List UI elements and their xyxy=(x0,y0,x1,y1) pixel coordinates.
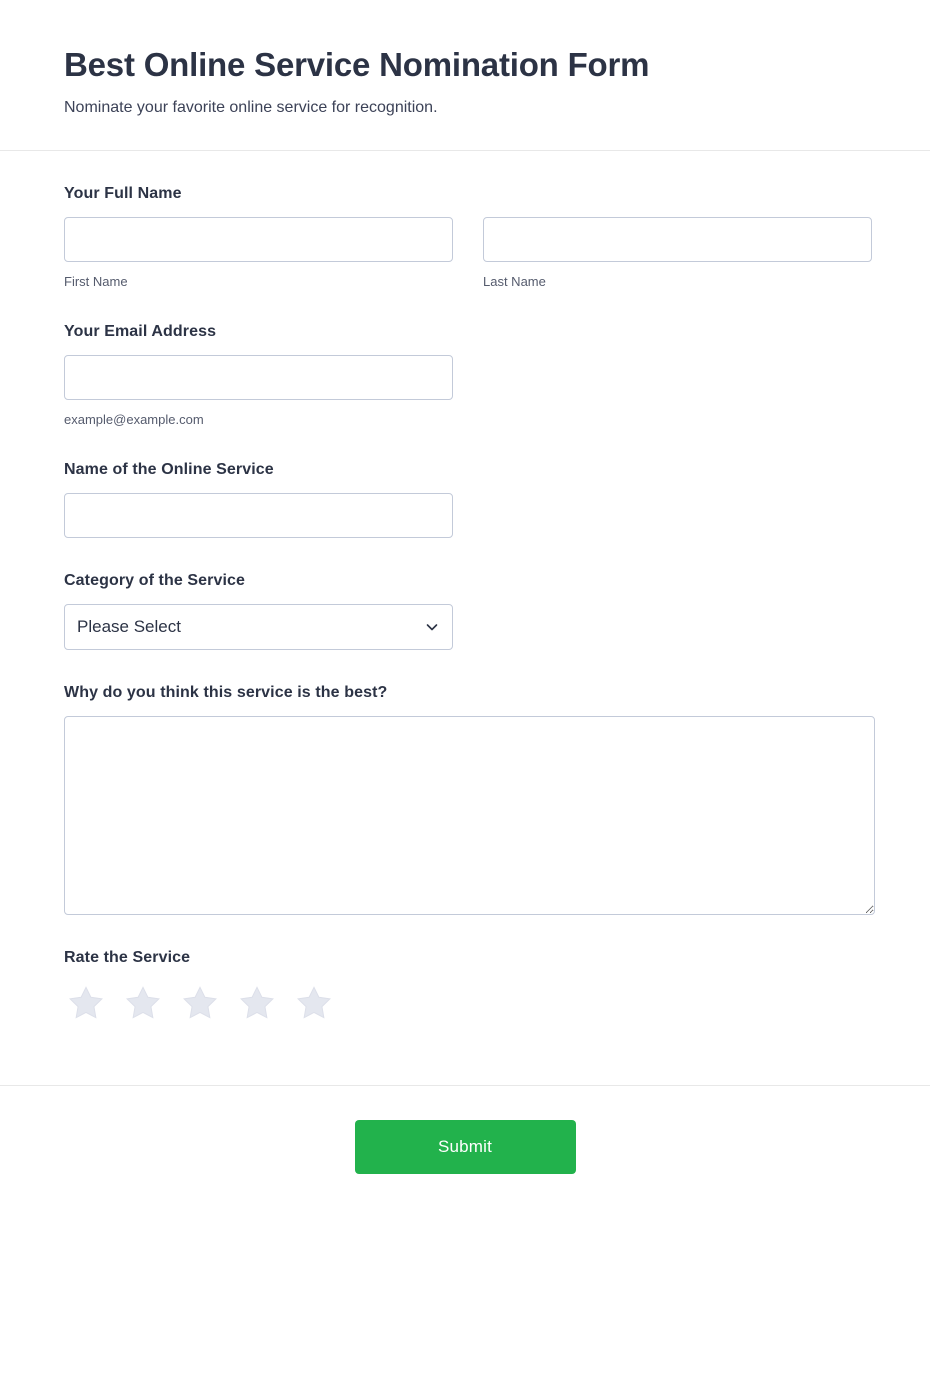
first-name-input[interactable] xyxy=(64,217,453,262)
field-full-name xyxy=(64,185,866,289)
email-field[interactable] xyxy=(64,355,453,400)
field-service-name xyxy=(64,461,866,538)
submit-button[interactable]: Submit xyxy=(355,1120,576,1174)
rating-stars[interactable] xyxy=(66,983,866,1023)
last-name-sub-label: Last Name xyxy=(483,273,546,289)
page-subtitle: Nominate your favorite online service for recognition. xyxy=(64,99,438,117)
star-icon[interactable] xyxy=(66,983,106,1023)
star-icon[interactable] xyxy=(294,983,334,1023)
star-icon[interactable] xyxy=(237,983,277,1023)
full-name-label: Your Full Name xyxy=(64,184,182,202)
reason-label: Why do you think this service is the best? xyxy=(64,683,388,701)
category-select-wrap xyxy=(64,604,453,650)
form-footer xyxy=(0,1085,930,1214)
email-sub-label: example@example.com xyxy=(64,411,204,427)
last-name-col xyxy=(483,217,872,289)
field-email xyxy=(64,323,866,427)
reason-textarea[interactable] xyxy=(64,716,875,915)
star-icon[interactable] xyxy=(180,983,220,1023)
category-select[interactable] xyxy=(64,604,453,650)
service-name-label: Name of the Online Service xyxy=(64,460,274,478)
star-icon[interactable] xyxy=(123,983,163,1023)
category-label: Category of the Service xyxy=(64,571,246,589)
page-title: Best Online Service Nomination Form xyxy=(64,46,650,83)
rating-label: Rate the Service xyxy=(64,948,191,966)
service-name-input[interactable] xyxy=(64,493,453,538)
email-label: Your Email Address xyxy=(64,322,217,340)
form-header xyxy=(0,0,930,151)
first-name-col xyxy=(64,217,453,289)
first-name-sub-label: First Name xyxy=(64,273,128,289)
field-reason xyxy=(64,684,866,915)
field-category xyxy=(64,572,866,650)
form-body xyxy=(0,151,930,1085)
field-rating xyxy=(64,949,866,1023)
full-name-row xyxy=(64,217,866,289)
last-name-input[interactable] xyxy=(483,217,872,262)
